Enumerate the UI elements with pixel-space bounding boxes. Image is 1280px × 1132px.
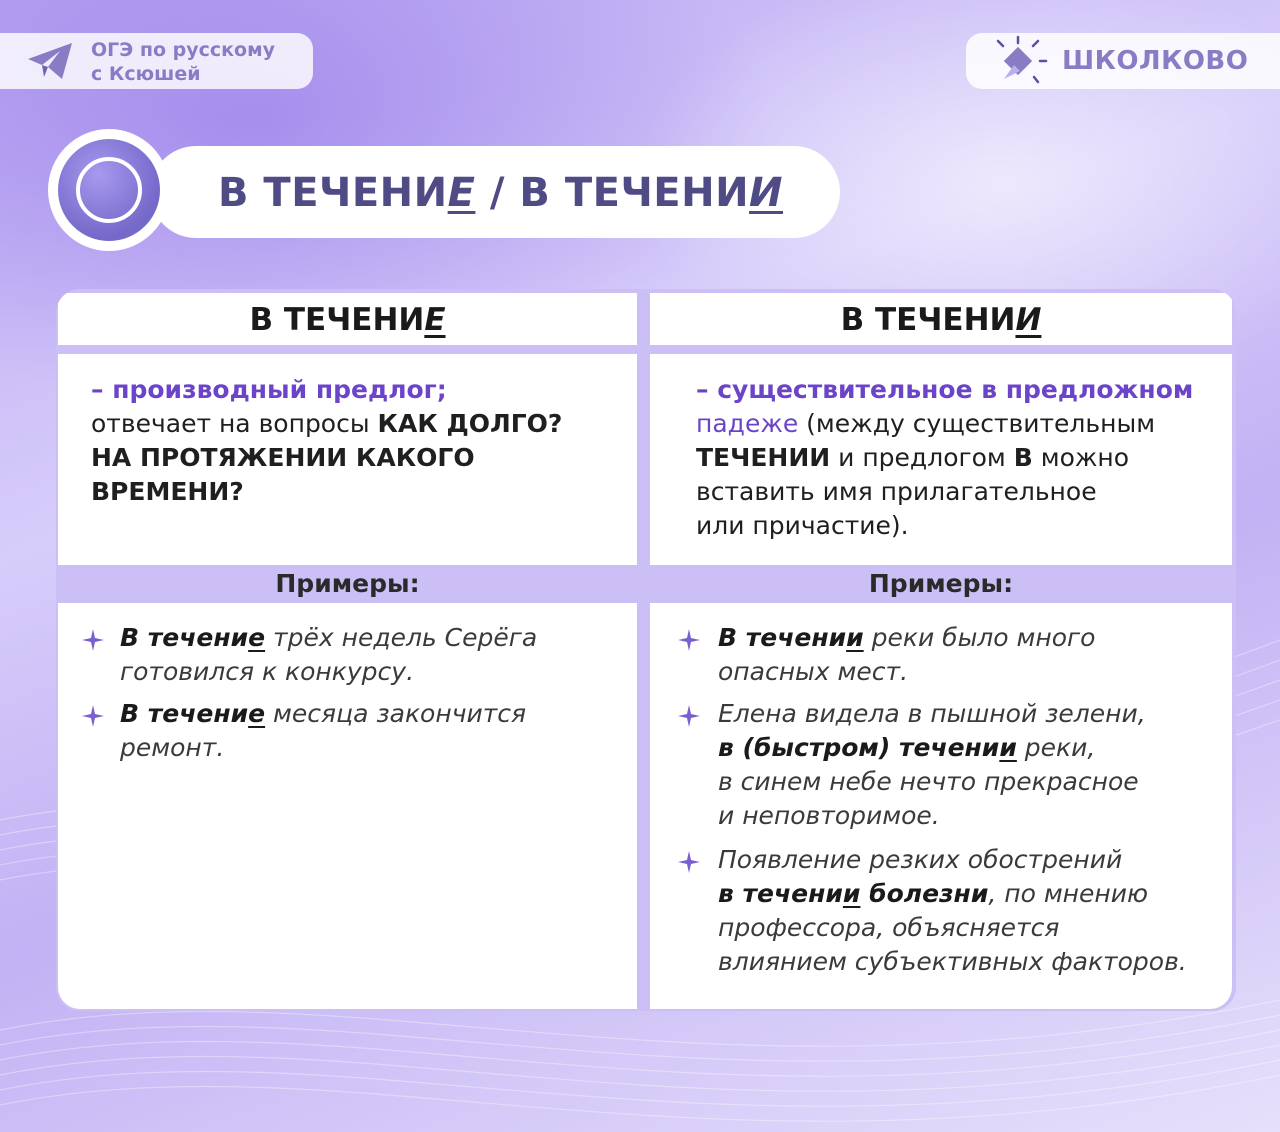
course-brand[interactable] bbox=[0, 33, 313, 89]
sparkle-icon bbox=[82, 629, 104, 651]
right-example-1 bbox=[718, 621, 1228, 689]
right-def-line-2 bbox=[696, 407, 1226, 441]
right-ex2-line-4: и неповторимое. bbox=[718, 801, 940, 830]
left-def-line-3: НА ПРОТЯЖЕНИИ КАКОГО bbox=[91, 443, 475, 472]
right-example-2 bbox=[718, 697, 1228, 833]
page-title bbox=[218, 170, 783, 216]
right-def-line-3-bold2: В bbox=[1013, 443, 1033, 472]
right-def-line-3-mid: и предлогом bbox=[830, 443, 1014, 472]
right-def-line-2-rest: (между существительным bbox=[798, 409, 1156, 438]
title-part1: В ТЕЧЕНИ bbox=[218, 170, 448, 216]
left-def-line-1: – производный предлог; bbox=[91, 375, 447, 404]
sparkle-icon bbox=[82, 705, 104, 727]
school-brand[interactable] bbox=[966, 33, 1280, 89]
right-ex3-line-4: влиянием субъективных факторов. bbox=[718, 947, 1187, 976]
right-ex2-bold: в (быстром) течени bbox=[718, 733, 1000, 762]
right-ex3-bold2: болезни bbox=[860, 879, 989, 908]
right-ex2-bold-ending: и bbox=[999, 733, 1017, 762]
right-ex2-line-1: Елена видела в пышной зелени, bbox=[718, 699, 1146, 728]
right-example-3 bbox=[718, 843, 1228, 979]
left-header-ending: Е bbox=[424, 302, 446, 338]
comparison-table bbox=[56, 289, 1236, 1011]
left-ex1-bold-ending: е bbox=[248, 623, 266, 652]
title-part1-ending: Е bbox=[447, 170, 476, 216]
left-example-2 bbox=[120, 697, 620, 765]
right-def-line-3-bold: ТЕЧЕНИИ bbox=[696, 443, 831, 472]
right-ex3-bold: в течени bbox=[718, 879, 843, 908]
title-separator: / bbox=[475, 170, 520, 216]
left-ex1-line-2: готовился к конкурсу. bbox=[120, 657, 415, 686]
left-header-main: В ТЕЧЕНИ bbox=[249, 302, 425, 338]
title-part2: В ТЕЧЕНИ bbox=[519, 170, 750, 216]
left-ex1-rest: трёх недель Серёга bbox=[265, 623, 538, 652]
left-ex2-bold-ending: е bbox=[248, 699, 266, 728]
left-ex2-rest: месяца закончится bbox=[265, 699, 527, 728]
right-ex2-line-2 bbox=[718, 731, 1228, 765]
right-definition-cell bbox=[650, 354, 1232, 565]
title-badge bbox=[48, 129, 170, 251]
right-definition bbox=[696, 373, 1226, 543]
left-definition bbox=[91, 373, 631, 509]
course-name bbox=[91, 38, 275, 86]
right-ex2-line-3: в синем небе нечто прекрасное bbox=[718, 767, 1139, 796]
left-ex2-line-2: ремонт. bbox=[120, 733, 225, 762]
right-ex3-line-1: Появление резких обострений bbox=[718, 845, 1123, 874]
circle-icon bbox=[76, 157, 142, 223]
right-ex3-line-3: профессора, объясняется bbox=[718, 913, 1060, 942]
right-def-line-3-end: можно bbox=[1032, 443, 1130, 472]
right-def-line-2-highlight: падеже bbox=[696, 409, 799, 438]
school-logo-icon bbox=[990, 35, 1050, 87]
right-ex3-line-2 bbox=[718, 877, 1228, 911]
right-ex1-bold-ending: и bbox=[846, 623, 864, 652]
right-examples-cell bbox=[650, 603, 1232, 1009]
right-ex3-bold-ending: и bbox=[842, 879, 861, 908]
right-ex1-bold: В течени bbox=[718, 623, 847, 652]
right-header-main: В ТЕЧЕНИ bbox=[840, 302, 1016, 338]
right-header bbox=[650, 293, 1232, 345]
right-def-line-5: или причастие). bbox=[696, 511, 909, 540]
left-def-line-4: ВРЕМЕНИ? bbox=[91, 477, 244, 506]
left-header bbox=[58, 293, 637, 345]
right-def-line-3 bbox=[696, 441, 1226, 475]
sparkle-icon bbox=[678, 851, 700, 873]
telegram-plane-icon bbox=[26, 41, 76, 81]
left-ex1-line-1 bbox=[120, 621, 620, 655]
sparkle-icon bbox=[678, 629, 700, 651]
right-examples-label: Примеры: bbox=[868, 569, 1014, 598]
left-ex2-line-1 bbox=[120, 697, 620, 731]
left-example-1 bbox=[120, 621, 620, 689]
right-ex1-line-1 bbox=[718, 621, 1228, 655]
right-ex2-rest: реки, bbox=[1016, 733, 1096, 762]
left-examples-cell bbox=[58, 603, 637, 1009]
school-name: ШКОЛКОВО bbox=[1062, 46, 1249, 76]
left-definition-cell bbox=[58, 354, 637, 565]
sparkle-icon bbox=[678, 705, 700, 727]
course-line-1: ОГЭ по русскому bbox=[91, 39, 275, 61]
title-part2-ending: И bbox=[749, 170, 784, 216]
left-def-line-2-bold: КАК ДОЛГО? bbox=[377, 409, 563, 438]
right-ex1-rest: реки было много bbox=[863, 623, 1096, 652]
left-examples-label: Примеры: bbox=[275, 569, 420, 598]
course-line-2: с Ксюшей bbox=[91, 63, 201, 85]
left-ex2-bold: В течени bbox=[120, 699, 249, 728]
right-ex1-line-2: опасных мест. bbox=[718, 657, 909, 686]
left-def-line-2 bbox=[91, 407, 631, 441]
left-def-line-2-text: отвечает на вопросы bbox=[91, 409, 378, 438]
right-def-line-1: – существительное в предложном bbox=[696, 375, 1194, 404]
left-ex1-bold: В течени bbox=[120, 623, 249, 652]
right-header-ending: И bbox=[1015, 302, 1042, 338]
right-def-line-4: вставить имя прилагательное bbox=[696, 477, 1097, 506]
right-ex3-rest: , по мнению bbox=[988, 879, 1149, 908]
